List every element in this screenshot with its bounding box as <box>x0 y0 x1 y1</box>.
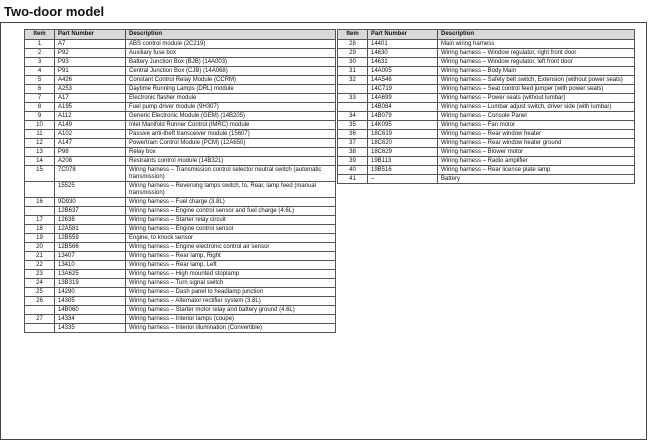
cell-item: 24 <box>25 279 55 288</box>
cell-part-number: A149 <box>55 121 126 130</box>
cell-part-number: 14305 <box>55 297 126 306</box>
cell-item <box>25 182 55 198</box>
cell-part-number: 14630 <box>368 49 438 58</box>
cell-item <box>25 324 55 333</box>
cell-description: Restraints control module (14B321) <box>126 157 336 166</box>
table-row <box>338 76 635 85</box>
cell-item: 30 <box>338 58 368 67</box>
table-row <box>25 270 336 279</box>
table-row <box>25 166 336 182</box>
cell-item: 40 <box>338 166 368 175</box>
parts-table-left <box>24 29 336 333</box>
cell-description: Battery Junction Box (BJB) (14A003) <box>126 58 336 67</box>
cell-item: 34 <box>338 112 368 121</box>
cell-part-number: 14A005 <box>368 67 438 76</box>
table-row <box>25 148 336 157</box>
cell-item: 17 <box>25 216 55 225</box>
table-row <box>25 207 336 216</box>
parts-table-left-body <box>25 40 336 333</box>
cell-item: 35 <box>338 121 368 130</box>
cell-item: 41 <box>338 175 368 184</box>
cell-item: 3 <box>25 58 55 67</box>
table-row <box>25 225 336 234</box>
cell-item: 27 <box>25 315 55 324</box>
cell-part-number: A253 <box>55 85 126 94</box>
cell-part-number: 14C719 <box>368 85 438 94</box>
cell-part-number: 15525 <box>55 182 126 198</box>
table-row <box>338 67 635 76</box>
cell-item: 7 <box>25 94 55 103</box>
cell-item: 16 <box>25 198 55 207</box>
header-description: Description <box>438 30 635 40</box>
cell-part-number: 14B060 <box>55 306 126 315</box>
cell-item: 20 <box>25 243 55 252</box>
cell-part-number: 14290 <box>55 288 126 297</box>
cell-item: 33 <box>338 94 368 103</box>
cell-part-number: 14A546 <box>368 76 438 85</box>
cell-part-number: 18C629 <box>368 148 438 157</box>
table-row <box>25 130 336 139</box>
cell-item: 2 <box>25 49 55 58</box>
table-row <box>25 58 336 67</box>
cell-part-number: 13410 <box>55 261 126 270</box>
cell-item: 5 <box>25 76 55 85</box>
cell-item: 22 <box>25 261 55 270</box>
cell-part-number: 12B559 <box>55 234 126 243</box>
table-row <box>25 40 336 49</box>
cell-part-number: P92 <box>55 49 126 58</box>
cell-description: Wiring harness – Starter motor relay and battery ground (4.6L) <box>126 306 336 315</box>
cell-description: Central Junction Box (CJB) (14A068) <box>126 67 336 76</box>
table-row <box>338 130 635 139</box>
parts-table-right-body <box>338 40 635 184</box>
cell-part-number: 14K095 <box>368 121 438 130</box>
table-row <box>338 103 635 112</box>
cell-item: 4 <box>25 67 55 76</box>
cell-item: 25 <box>25 288 55 297</box>
cell-description: Wiring harness – Reversing lamps switch, to, Rear, lamp feed (manual transmission) <box>126 182 336 198</box>
header-part-number: Part Number <box>55 30 126 40</box>
cell-item: 38 <box>338 148 368 157</box>
cell-item: 13 <box>25 148 55 157</box>
cell-description: Wiring harness – Fuel charge (3.8L) <box>126 198 336 207</box>
cell-description: Daytime Running Lamps (DRL) module <box>126 85 336 94</box>
cell-description: Wiring harness – Turn signal switch <box>126 279 336 288</box>
cell-description: Wiring harness – Fan motor <box>438 121 635 130</box>
cell-description: Main wiring harness <box>438 40 635 49</box>
table-row <box>25 261 336 270</box>
cell-item: 12 <box>25 139 55 148</box>
table-row <box>25 324 336 333</box>
cell-description: Wiring harness – Radio amplifier <box>438 157 635 166</box>
table-row <box>338 166 635 175</box>
cell-item: 21 <box>25 252 55 261</box>
table-row <box>25 182 336 198</box>
cell-part-number: 7C078 <box>55 166 126 182</box>
table-row <box>338 121 635 130</box>
cell-part-number: 18C619 <box>368 130 438 139</box>
cell-part-number: P93 <box>55 58 126 67</box>
cell-description: Generic Electronic Module (GEM) (14B205) <box>126 112 336 121</box>
cell-description: Engine, to knock sensor <box>126 234 336 243</box>
cell-item: 31 <box>338 67 368 76</box>
table-row <box>338 175 635 184</box>
cell-description: Wiring harness – Console Panel <box>438 112 635 121</box>
table-row <box>338 49 635 58</box>
cell-part-number: A208 <box>55 157 126 166</box>
cell-description: Wiring harness – Blower motor <box>438 148 635 157</box>
cell-part-number: 19B113 <box>368 157 438 166</box>
cell-part-number: 14334 <box>55 315 126 324</box>
cell-item: 18 <box>25 225 55 234</box>
cell-item <box>338 103 368 112</box>
table-row <box>338 40 635 49</box>
cell-part-number: 18C620 <box>368 139 438 148</box>
cell-part-number: A195 <box>55 103 126 112</box>
cell-item: 15 <box>25 166 55 182</box>
table-row <box>25 252 336 261</box>
table-row <box>25 234 336 243</box>
cell-part-number: 12B566 <box>55 243 126 252</box>
cell-description: Auxiliary fuse box <box>126 49 336 58</box>
cell-part-number: 14631 <box>368 58 438 67</box>
table-row <box>25 279 336 288</box>
cell-part-number: 9D930 <box>55 198 126 207</box>
cell-item: 11 <box>25 130 55 139</box>
cell-part-number: A17 <box>55 94 126 103</box>
table-row <box>25 297 336 306</box>
cell-description: Wiring harness – Power seats (without lumbar) <box>438 94 635 103</box>
cell-description: Wiring harness – Seat control feed jumper (with power seats) <box>438 85 635 94</box>
cell-description: Battery <box>438 175 635 184</box>
cell-description: Fuel pump driver module (9H307) <box>126 103 336 112</box>
table-row <box>25 85 336 94</box>
cell-description: Electronic flasher module <box>126 94 336 103</box>
cell-part-number: A102 <box>55 130 126 139</box>
cell-description: Passive anti-theft transceiver module (15607) <box>126 130 336 139</box>
cell-item <box>25 207 55 216</box>
cell-description: Wiring harness – Alternator rectifier system (3.8L) <box>126 297 336 306</box>
cell-description: Wiring harness – Rear window heater ground <box>438 139 635 148</box>
header-row <box>25 30 336 40</box>
table-row <box>25 157 336 166</box>
page-title: Two-door model <box>4 4 105 19</box>
cell-item: 8 <box>25 103 55 112</box>
cell-description: Powertrain Control Module (PCM) (12A650) <box>126 139 336 148</box>
table-row <box>25 315 336 324</box>
cell-part-number: P98 <box>55 148 126 157</box>
parts-table-right <box>337 29 635 184</box>
table-row <box>338 157 635 166</box>
cell-description: Wiring harness – Starter relay circuit <box>126 216 336 225</box>
cell-part-number: 19B516 <box>368 166 438 175</box>
table-row <box>25 94 336 103</box>
table-row <box>25 76 336 85</box>
cell-item: 14 <box>25 157 55 166</box>
table-row <box>25 121 336 130</box>
cell-item <box>338 85 368 94</box>
cell-description: Constant Control Relay Module (CCRM) <box>126 76 336 85</box>
cell-part-number: 14B079 <box>368 112 438 121</box>
cell-part-number: 12638 <box>55 216 126 225</box>
cell-description: Wiring harness – Rear license plate lamp <box>438 166 635 175</box>
cell-description: Wiring harness – High mounted stoplamp <box>126 270 336 279</box>
header-row <box>338 30 635 40</box>
cell-item: 10 <box>25 121 55 130</box>
header-item: Item <box>25 30 55 40</box>
cell-description: Wiring harness – Interior lamps (coupe) <box>126 315 336 324</box>
cell-description: Wiring harness – Rear lamp, Left <box>126 261 336 270</box>
cell-part-number: – <box>368 175 438 184</box>
cell-item: 28 <box>338 40 368 49</box>
table-row <box>338 85 635 94</box>
cell-description: Inlet Manifold Runner Control (IMRC) module <box>126 121 336 130</box>
table-row <box>25 112 336 121</box>
cell-item: 9 <box>25 112 55 121</box>
cell-description: Wiring harness – Window regulator, right front door <box>438 49 635 58</box>
cell-part-number: A147 <box>55 139 126 148</box>
cell-part-number: 13407 <box>55 252 126 261</box>
cell-description: Wiring harness – Rear lamp, Right <box>126 252 336 261</box>
cell-part-number: 13B319 <box>55 279 126 288</box>
cell-item: 1 <box>25 40 55 49</box>
cell-part-number: 12A581 <box>55 225 126 234</box>
table-row <box>25 216 336 225</box>
cell-description: Wiring harness – Rear window heater <box>438 130 635 139</box>
cell-part-number: 13A625 <box>55 270 126 279</box>
cell-description: Wiring harness – Window regulator, left front door <box>438 58 635 67</box>
cell-item: 32 <box>338 76 368 85</box>
cell-part-number: A426 <box>55 76 126 85</box>
table-row <box>338 58 635 67</box>
cell-description: Wiring harness – Engine control sensor and fuel charge (4.6L) <box>126 207 336 216</box>
cell-part-number: 14401 <box>368 40 438 49</box>
header-description: Description <box>126 30 336 40</box>
header-part-number: Part Number <box>368 30 438 40</box>
cell-part-number: A7 <box>55 40 126 49</box>
cell-description: Wiring harness – Interior illumination (Convertible) <box>126 324 336 333</box>
cell-description: Wiring harness – Engine control sensor <box>126 225 336 234</box>
cell-part-number: 14B084 <box>368 103 438 112</box>
cell-description: Wiring harness – Lumbar adjust switch, driver side (with lumbar) <box>438 103 635 112</box>
cell-item: 39 <box>338 157 368 166</box>
cell-description: ABS control module (2C219) <box>126 40 336 49</box>
cell-description: Wiring harness – Safety belt switch, Extension (without power seats) <box>438 76 635 85</box>
cell-item: 26 <box>25 297 55 306</box>
table-row <box>25 243 336 252</box>
cell-part-number: 14A699 <box>368 94 438 103</box>
cell-part-number: 14335 <box>55 324 126 333</box>
header-item: Item <box>338 30 368 40</box>
table-row <box>25 103 336 112</box>
cell-item: 23 <box>25 270 55 279</box>
cell-description: Relay box <box>126 148 336 157</box>
cell-item: 36 <box>338 130 368 139</box>
table-row <box>25 49 336 58</box>
cell-description: Wiring harness – Engine electronic control air sensor <box>126 243 336 252</box>
cell-item: 29 <box>338 49 368 58</box>
table-row <box>25 198 336 207</box>
cell-item: 6 <box>25 85 55 94</box>
table-row <box>25 139 336 148</box>
table-row <box>25 306 336 315</box>
cell-description: Wiring harness – Transmission control selector neutral switch (automatic transmission) <box>126 166 336 182</box>
cell-part-number: 12B637 <box>55 207 126 216</box>
table-row <box>338 94 635 103</box>
table-row <box>25 288 336 297</box>
cell-part-number: P91 <box>55 67 126 76</box>
cell-part-number: A112 <box>55 112 126 121</box>
table-row <box>25 67 336 76</box>
cell-description: Wiring harness – Body Main <box>438 67 635 76</box>
table-row <box>338 112 635 121</box>
cell-item <box>25 306 55 315</box>
table-row <box>338 139 635 148</box>
cell-description: Wiring harness – Dash panel to headlamp junction <box>126 288 336 297</box>
cell-item: 37 <box>338 139 368 148</box>
table-row <box>338 148 635 157</box>
cell-item: 19 <box>25 234 55 243</box>
